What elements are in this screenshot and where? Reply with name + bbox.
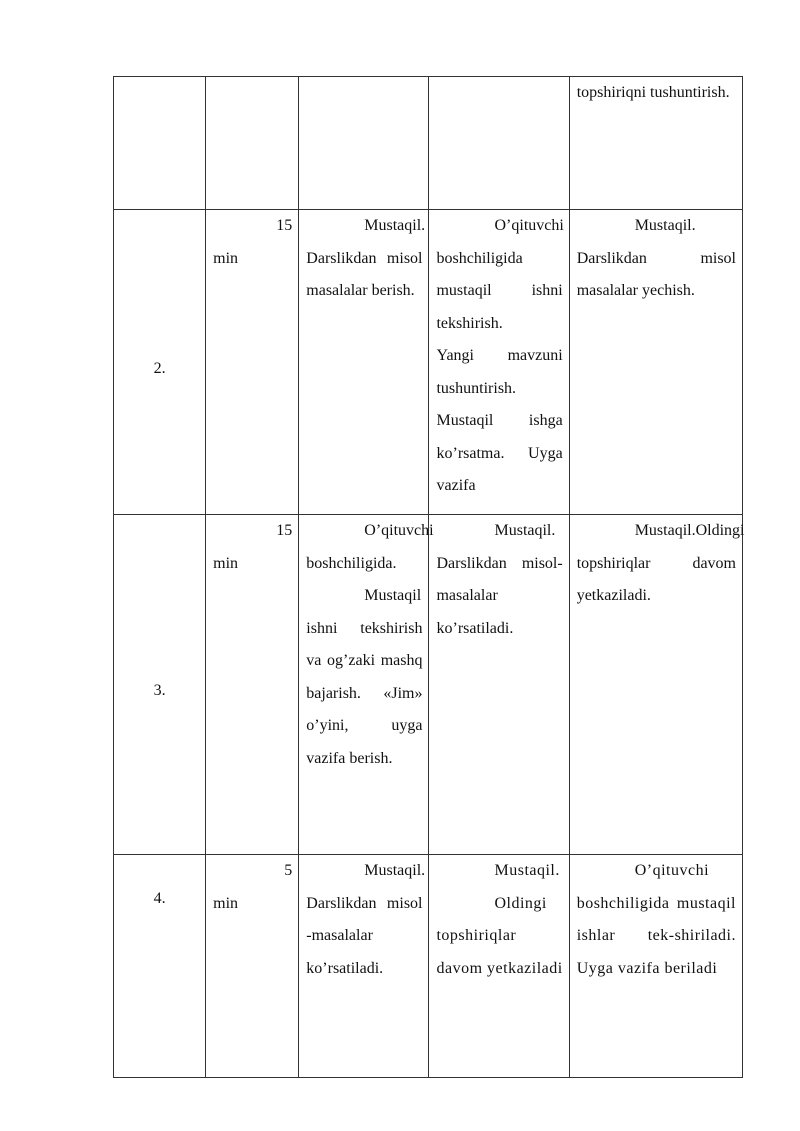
time-cell bbox=[206, 210, 299, 515]
activity-cell bbox=[429, 210, 569, 515]
student-activity-cell bbox=[569, 855, 742, 1078]
cell-text: Mustaqil. Darslikdan misol masalalar berish. bbox=[306, 217, 426, 299]
student-activity-cell bbox=[569, 77, 742, 210]
cell-text: Mustaqil. Darslikdan misol masalalar yechish. bbox=[576, 217, 736, 299]
cell-text: Mustaqil. Darslikdan misol -masalalar ko’rsatiladi. bbox=[306, 862, 426, 977]
time-value: 15 bbox=[276, 217, 293, 234]
cell-text: O’qituvchi boshchiligida mustaqil ishlar tek-shiriladi. Uyga vazifa beriladi bbox=[576, 862, 736, 977]
cell-text: O’qituvchi boshchiligida mustaqil ishni tekshirish. bbox=[436, 217, 564, 332]
teacher-activity-cell bbox=[299, 77, 429, 210]
cell-text: Mustaqil ishni tekshirish va og’zaki mashq bajarish. «Jim» o’yini, uyga vazifa berish. bbox=[306, 587, 423, 767]
cell-text: Mustaqil ishga ko’rsatma. Uyga vazifa bbox=[436, 412, 563, 494]
cell-text: Oldingi topshiriqlar davom yetkaziladi bbox=[436, 894, 563, 977]
time-unit: min bbox=[213, 894, 239, 912]
cell-text: Mustaqil.Oldingi topshiriqlar davom yetkaziladi. bbox=[576, 522, 745, 604]
row-number-cell: 2. bbox=[114, 210, 206, 515]
table-row bbox=[114, 855, 743, 1078]
teacher-activity-cell bbox=[299, 515, 434, 855]
cell-text: O’qituvchi boshchiligida. bbox=[306, 522, 434, 572]
activity-cell bbox=[429, 515, 569, 855]
cell-text: topshiriqni tushuntirish. bbox=[576, 84, 730, 101]
activity-cell bbox=[429, 77, 569, 210]
table-row bbox=[114, 210, 743, 515]
teacher-activity-cell bbox=[299, 855, 429, 1078]
time-cell bbox=[206, 855, 299, 1078]
time-unit: min bbox=[213, 249, 239, 267]
time-value: 5 bbox=[284, 862, 293, 879]
student-activity-cell bbox=[569, 515, 745, 855]
cell-text: Mustaqil. bbox=[494, 862, 560, 879]
activity-cell bbox=[429, 855, 569, 1078]
lesson-plan-table bbox=[113, 76, 743, 1078]
row-number-cell: 3. bbox=[114, 515, 206, 855]
row-number-cell: 4. bbox=[114, 855, 206, 1078]
table-row bbox=[114, 515, 743, 855]
row-number-cell bbox=[114, 77, 206, 210]
cell-text: Yangi mavzuni tushuntirish. bbox=[436, 347, 563, 397]
table-row bbox=[114, 77, 743, 210]
time-value: 15 bbox=[276, 522, 293, 539]
teacher-activity-cell bbox=[299, 210, 429, 515]
student-activity-cell bbox=[569, 210, 742, 515]
time-unit: min bbox=[213, 554, 239, 572]
time-cell bbox=[206, 77, 299, 210]
cell-text: Mustaqil. Darslikdan misol-masalalar ko’rsatiladi. bbox=[436, 522, 563, 637]
time-cell bbox=[206, 515, 299, 855]
